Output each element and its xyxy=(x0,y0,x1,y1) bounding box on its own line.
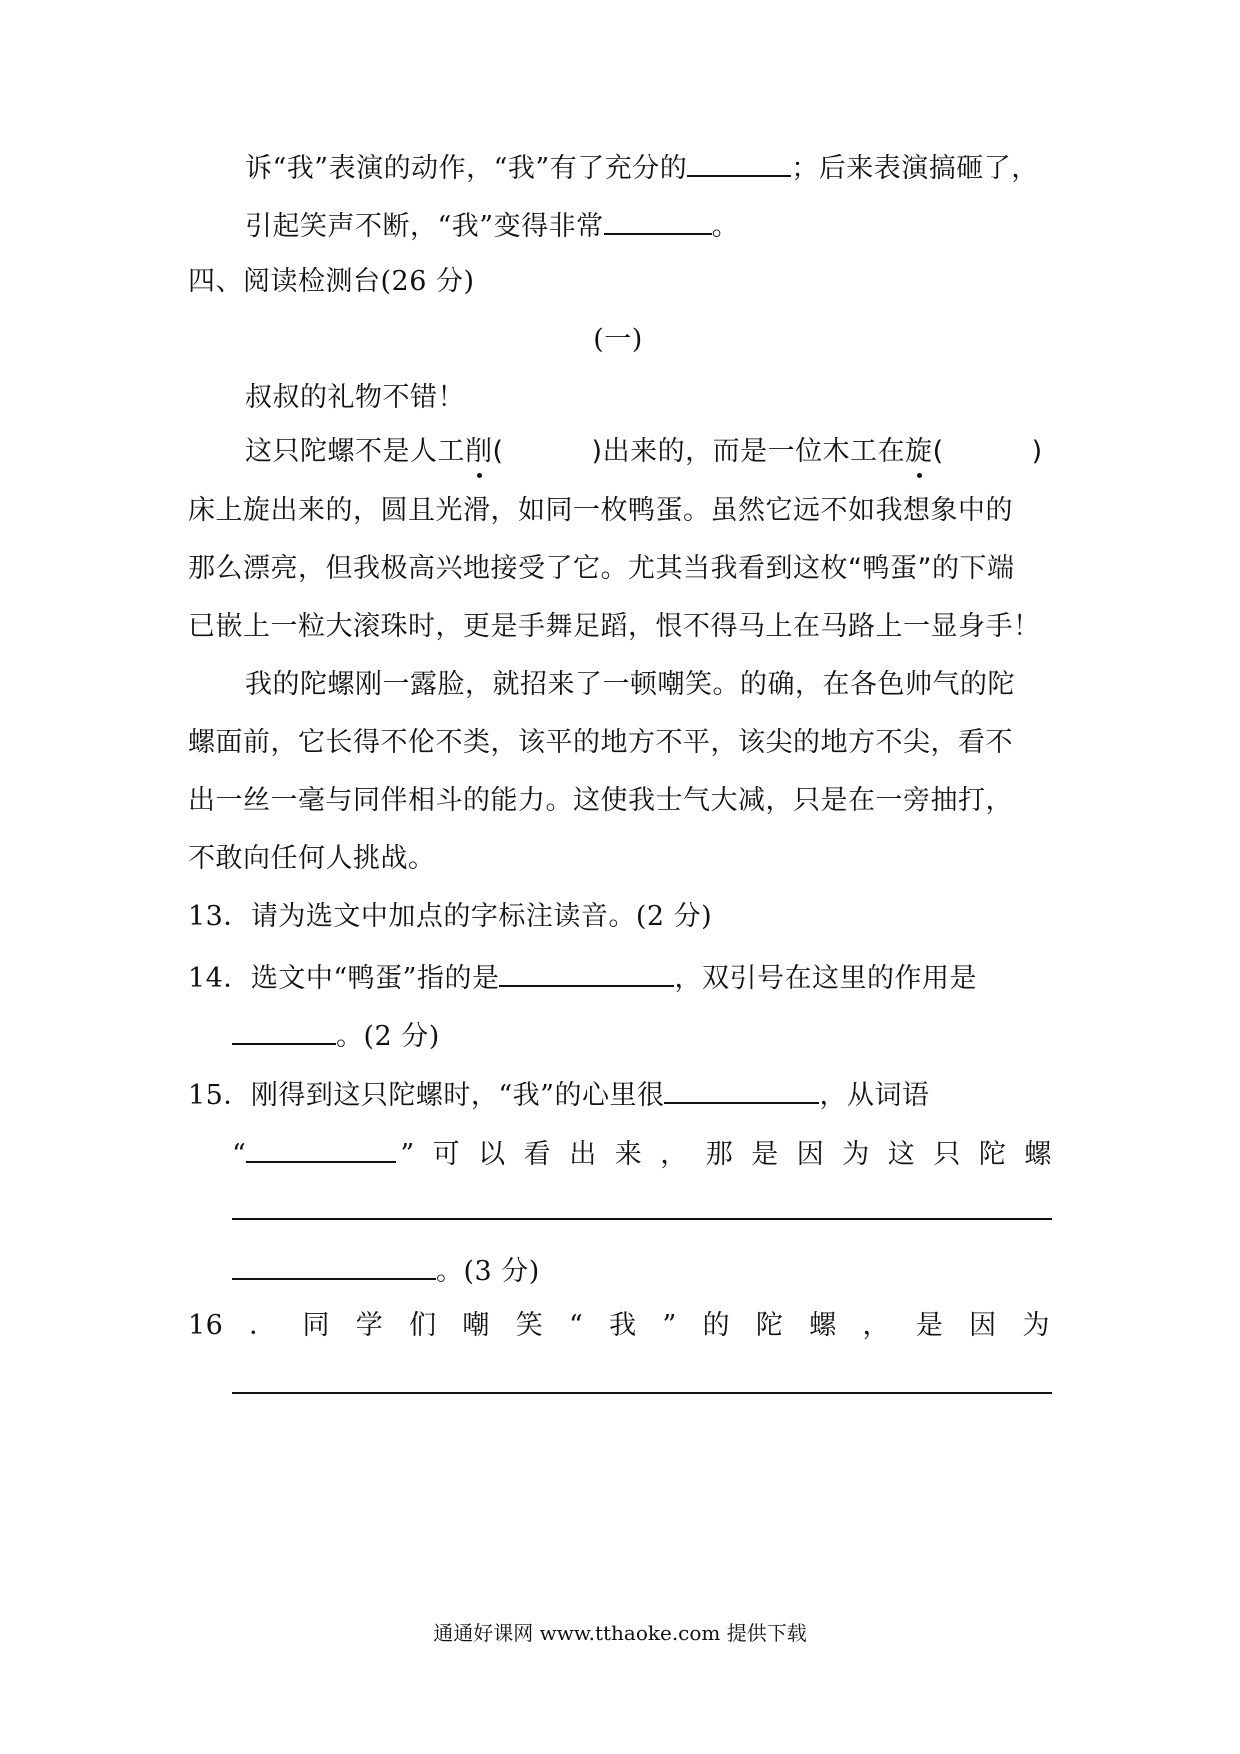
question-text: 。(3 分) xyxy=(436,1256,540,1287)
paren-open: ( xyxy=(492,436,504,467)
spaced-char: ， xyxy=(660,1139,688,1170)
prev-text: ；后来表演搞砸了， xyxy=(791,153,1039,184)
prev-line-2 xyxy=(245,203,1058,243)
spaced-char: 看 xyxy=(523,1139,552,1170)
passage-line-9: 不敢向任何人挑战。 xyxy=(188,843,436,874)
section-title: 四、阅读检测台(26 分) xyxy=(188,266,475,297)
section-subtitle: (一) xyxy=(593,324,643,355)
answer-line[interactable] xyxy=(232,1218,1052,1220)
spaced-char: 出 xyxy=(569,1139,597,1170)
spaced-char: “ xyxy=(569,1310,584,1341)
spaced-char: 学 xyxy=(355,1310,384,1341)
question-text: 。(2 分) xyxy=(336,1021,440,1052)
prev-line-1 xyxy=(245,145,1058,185)
question-15-spaced-text xyxy=(400,1135,1052,1175)
spaced-char: 螺 xyxy=(809,1310,837,1341)
spaced-char: 我 xyxy=(609,1310,637,1341)
spaced-char: 是 xyxy=(915,1310,944,1341)
answer-blank[interactable] xyxy=(664,1072,819,1104)
spaced-char: 螺 xyxy=(1024,1139,1052,1170)
prev-text: 引起笑声不断，“我”变得非常 xyxy=(245,211,604,242)
spaced-char: 16 xyxy=(188,1310,224,1341)
passage-line-2 xyxy=(245,432,1065,472)
question-text: 14．选文中“鸭蛋”指的是 xyxy=(188,963,500,994)
answer-blank[interactable] xyxy=(499,955,674,987)
question-14 xyxy=(188,955,1058,995)
answer-blank[interactable] xyxy=(687,145,791,177)
passage-text: 这只陀螺不是人工 xyxy=(245,436,465,467)
answer-line[interactable] xyxy=(232,1392,1052,1394)
spaced-char: 来 xyxy=(614,1139,643,1170)
question-text: ，双引号在这里的作用是 xyxy=(674,963,977,994)
spaced-char: 因 xyxy=(969,1310,997,1341)
dotted-char: 削 xyxy=(465,432,493,472)
spaced-char: 为 xyxy=(842,1139,870,1170)
footer-watermark: 通通好课网 www.tthaoke.com 提供下载 xyxy=(433,1621,807,1645)
spaced-char: 因 xyxy=(796,1139,825,1170)
spaced-char: ． xyxy=(249,1310,277,1341)
spaced-char: 只 xyxy=(933,1139,961,1170)
spaced-char: 嘲 xyxy=(462,1310,490,1341)
spaced-char: 为 xyxy=(1022,1310,1050,1341)
passage-text: )出来的，而是一位木工在 xyxy=(591,436,906,467)
passage-line-3: 床上旋出来的，圆且光滑，如同一枚鸭蛋。虽然它远不如我想象中的 xyxy=(188,495,1013,526)
paren-close: ) xyxy=(1031,436,1043,467)
answer-blank[interactable] xyxy=(232,1013,336,1045)
spaced-char: ， xyxy=(862,1310,891,1341)
passage-title: 叔叔的礼物不错！ xyxy=(245,382,465,413)
question-text: ，从词语 xyxy=(819,1080,930,1111)
answer-blank[interactable] xyxy=(232,1248,436,1280)
spaced-char: 们 xyxy=(409,1310,437,1341)
answer-blank[interactable] xyxy=(604,203,712,235)
spaced-char: 陀 xyxy=(978,1139,1007,1170)
question-16-spaced-text xyxy=(188,1306,1050,1346)
prev-text: 。 xyxy=(711,211,740,242)
passage-line-5: 已嵌上一粒大滚珠时，更是手舞足蹈，恨不得马上在马路上一显身手！ xyxy=(188,611,1041,642)
question-16 xyxy=(188,1306,1050,1346)
spaced-char: 的 xyxy=(702,1310,731,1341)
passage-line-7: 螺面前，它长得不伦不类，该平的地方不平，该尖的地方不尖，看不 xyxy=(188,727,1013,758)
spaced-char: 这 xyxy=(887,1139,916,1170)
answer-blank[interactable] xyxy=(246,1131,396,1163)
spaced-char: ” xyxy=(400,1139,415,1170)
dotted-char: 旋 xyxy=(905,432,933,472)
paren-open: ( xyxy=(932,436,944,467)
spaced-char: ” xyxy=(662,1310,677,1341)
question-text: 15．刚得到这只陀螺时，“我”的心里很 xyxy=(188,1080,665,1111)
spaced-char: 以 xyxy=(478,1139,506,1170)
passage-line-4: 那么漂亮，但我极高兴地接受了它。尤其当我看到这枚“鸭蛋”的下端 xyxy=(188,553,1015,584)
spaced-char: 是 xyxy=(751,1139,779,1170)
question-15 xyxy=(188,1072,1058,1112)
question-14-cont xyxy=(232,1013,1052,1053)
quote-open: “ xyxy=(232,1139,247,1170)
passage-line-6: 我的陀螺刚一露脸，就招来了一顿嘲笑。的确，在各色帅气的陀 xyxy=(245,669,1015,700)
spaced-char: 那 xyxy=(705,1139,734,1170)
spaced-char: 同 xyxy=(302,1310,330,1341)
question-15-cont xyxy=(232,1131,1052,1171)
question-15-end xyxy=(232,1248,1052,1288)
spaced-char: 陀 xyxy=(755,1310,784,1341)
prev-text: 诉“我”表演的动作，“我”有了充分的 xyxy=(245,153,688,184)
spaced-char: 笑 xyxy=(515,1310,544,1341)
spaced-char: 可 xyxy=(432,1139,461,1170)
question-13: 13．请为选文中加点的字标注读音。(2 分) xyxy=(188,901,713,932)
passage-line-8: 出一丝一毫与同伴相斗的能力。这使我士气大减，只是在一旁抽打， xyxy=(188,785,1013,816)
